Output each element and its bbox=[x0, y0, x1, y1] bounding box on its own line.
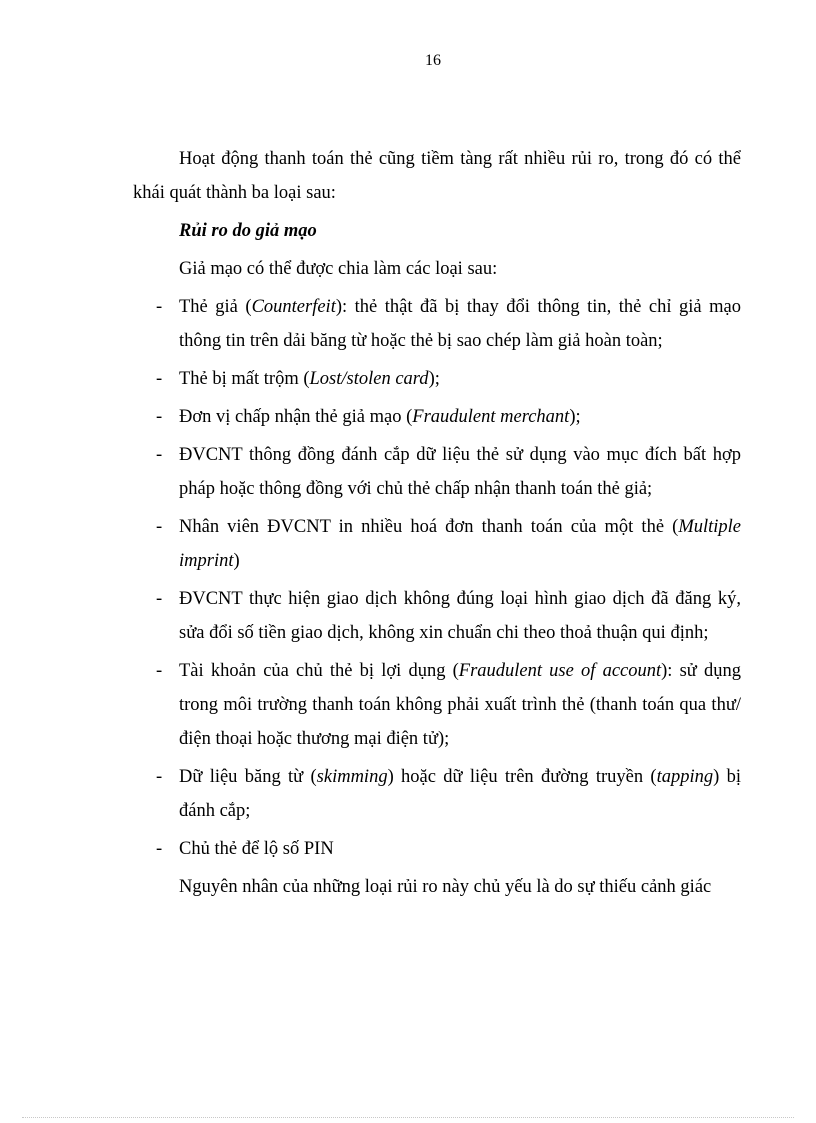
english-term: tapping bbox=[656, 767, 714, 787]
list-item: - Thẻ bị mất trộm (Lost/stolen card); bbox=[133, 362, 741, 396]
english-term: Fraudulent use of account bbox=[458, 661, 662, 681]
list-item: - Chủ thẻ để lộ số PIN bbox=[133, 832, 741, 866]
list-item: - Dữ liệu băng từ (skimming) hoặc dữ liệu trên đường truyền (tapping) bị đánh cắp; bbox=[133, 760, 741, 828]
list-intro: Giả mạo có thể được chia làm các loại sau: bbox=[179, 259, 498, 279]
english-term: skimming bbox=[316, 767, 388, 787]
closing-paragraph: Nguyên nhân của những loại rủi ro này chủ yếu là do sự thiếu cảnh giác bbox=[179, 877, 712, 897]
intro-paragraph: Hoạt động thanh toán thẻ cũng tiềm tàng rất nhiều rủi ro, trong đó có thể khái quát thành ba loại sau: bbox=[133, 149, 741, 203]
list-dash: - bbox=[156, 297, 163, 317]
english-term: Lost/stolen card bbox=[309, 369, 429, 389]
document-body bbox=[133, 142, 741, 904]
list-dash: - bbox=[156, 369, 163, 389]
list-dash: - bbox=[156, 589, 163, 609]
list-item: - ĐVCNT thông đồng đánh cắp dữ liệu thẻ sử dụng vào mục đích bất hợp pháp hoặc thông đồng với chủ thẻ chấp nhận thanh toán thẻ giả; bbox=[133, 438, 741, 506]
list-item: - Đơn vị chấp nhận thẻ giả mạo (Fraudulent merchant); bbox=[133, 400, 741, 434]
english-term: Counterfeit bbox=[251, 297, 336, 317]
section-heading: Rủi ro do giả mạo bbox=[179, 221, 317, 241]
list-item: - Thẻ giả (Counterfeit): thẻ thật đã bị thay đổi thông tin, thẻ chỉ giả mạo thông tin trên dải băng từ hoặc thẻ bị sao chép làm giả hoàn toàn; bbox=[133, 290, 741, 358]
english-term: Multiple imprint bbox=[179, 517, 741, 571]
list-dash: - bbox=[156, 517, 163, 537]
list-dash: - bbox=[156, 839, 163, 859]
list-dash: - bbox=[156, 661, 163, 681]
list-item: - Nhân viên ĐVCNT in nhiều hoá đơn thanh toán của một thẻ (Multiple imprint) bbox=[133, 510, 741, 578]
list-item: - Tài khoản của chủ thẻ bị lợi dụng (Fraudulent use of account): sử dụng trong môi trường thanh toán không phải xuất trình thẻ (thanh toán qua thư/điện thoại hoặc thương mại điện tử); bbox=[133, 654, 741, 756]
page-number: 16 bbox=[425, 52, 441, 69]
english-term: Fraudulent merchant bbox=[412, 407, 570, 427]
fraud-types-list bbox=[133, 290, 741, 866]
list-item: - ĐVCNT thực hiện giao dịch không đúng loại hình giao dịch đã đăng ký, sửa đổi số tiền giao dịch, không xin chuẩn chi theo thoả thuận qui định; bbox=[133, 582, 741, 650]
list-dash: - bbox=[156, 407, 163, 427]
list-dash: - bbox=[156, 767, 163, 787]
page-bottom-divider bbox=[22, 1117, 794, 1118]
list-dash: - bbox=[156, 445, 163, 465]
